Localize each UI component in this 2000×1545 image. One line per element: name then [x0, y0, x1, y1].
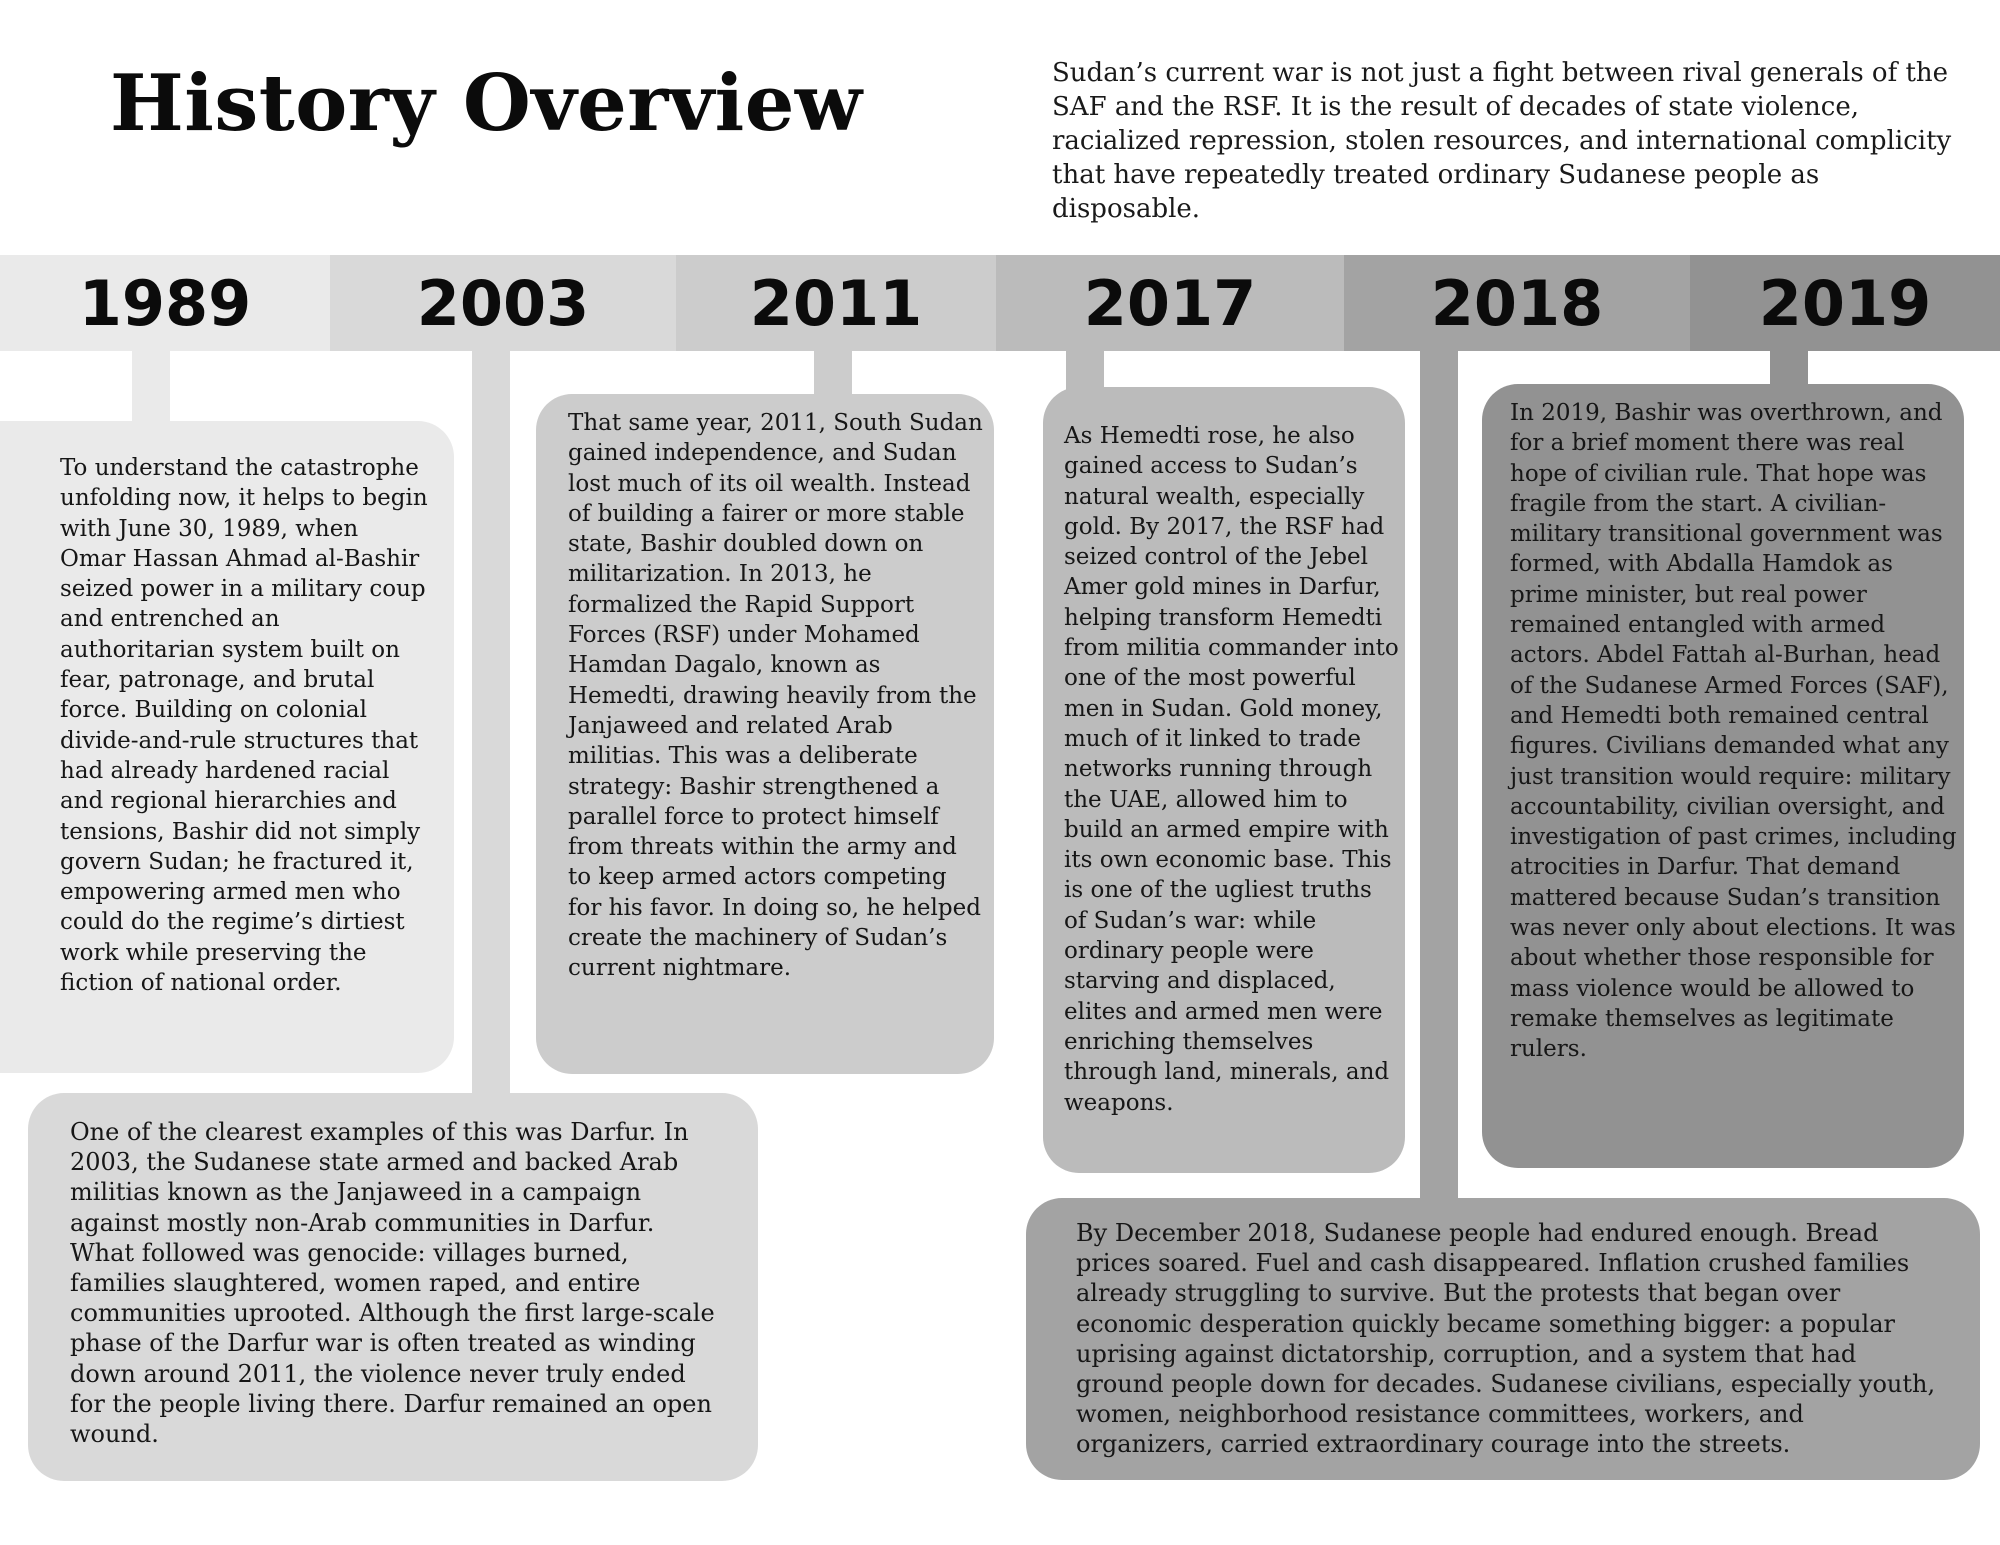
year-label-2003: 2003 — [416, 266, 590, 340]
year-band-2003 — [330, 255, 676, 351]
year-band-2011 — [676, 255, 996, 351]
page-title: History Overview — [110, 58, 863, 149]
year-label-1989: 1989 — [78, 266, 252, 340]
connector-2011 — [814, 351, 852, 397]
entry-card-1989 — [0, 421, 454, 1073]
entry-text-2011: That same year, 2011, South Sudan gained independence, and Sudan lost much of its oil wealth. Instead of building a fairer or more stable state, Bashir doubled down on militarization. In 2013, he formalized the Rapid Support Forces (RSF) under Mohamed Hamdan Dagalo, known as Hemedti, drawing heavily from the Janjaweed and related Arab militias. This was a deliberate strategy: Bashir strengthened a parallel force to protect himself from threats within the army and to keep armed actors competing for his favor. In doing so, he helped create the machinery of Sudan’s current nightmare. — [568, 410, 983, 982]
entry-card-2017 — [1043, 387, 1405, 1173]
year-band-2019 — [1690, 255, 2000, 351]
year-label-2019: 2019 — [1758, 266, 1932, 340]
entry-text-2017: As Hemedti rose, he also gained access to Sudan’s natural wealth, especially gold. By 2017, the RSF had seized control of the Jebel Amer gold mines in Darfur, helping transform Hemedti from militia commander into one of the most powerful men in Sudan. Gold money, much of it linked to trade networks running through the UAE, allowed him to build an armed empire with its own economic base. This is one of the ugliest truths of Sudan’s war: while ordinary people were starving and displaced, elites and armed men were enriching themselves through land, minerals, and weapons. — [1064, 423, 1399, 1116]
year-band-1989 — [0, 255, 330, 351]
entry-text-2018: By December 2018, Sudanese people had endured enough. Bread prices soared. Fuel and cash disappeared. Inflation crushed families already struggling to survive. But the protests that began over economic desperation quickly became something bigger: a popular uprising against dictatorship, corruption, and a system that had ground people down for decades. Sudanese civilians, especially youth, women, neighborhood resistance committees, workers, and organizers, carried extraordinary courage into the streets. — [1076, 1219, 1936, 1459]
entry-text-2003: One of the clearest examples of this was Darfur. In 2003, the Sudanese state armed and backed Arab militias known as the Janjaweed in a campaign against mostly non-Arab communities in Darfur. What followed was genocide: villages burned, families slaughtered, women raped, and entire communities uprooted. Although the first large-scale phase of the Darfur war is often treated as winding down around 2011, the violence never truly ended for the people living there. Darfur remained an open wound. — [70, 1118, 715, 1449]
entry-text-1989: To understand the catastrophe unfolding now, it helps to begin with June 30, 1989, when Omar Hassan Ahmad al-Bashir seized power in a military coup and entrenched an authoritarian system built on fear, patronage, and brutal force. Building on colonial divide-and-rule structures that had already hardened racial and regional hierarchies and tensions, Bashir did not simply govern Sudan; he fractured it, empowering armed men who could do the regime’s dirtiest work while preserving the fiction of national order. — [60, 455, 428, 997]
entry-card-2003 — [28, 1093, 758, 1481]
year-band-2018 — [1344, 255, 1690, 351]
connector-2003 — [472, 351, 510, 1097]
entry-text-2019: In 2019, Bashir was overthrown, and for a brief moment there was real hope of civilian rule. That hope was fragile from the start. A civilian-military transitional government was formed, with Abdalla Hamdok as prime minister, but real power remained entangled with armed actors. Abdel Fattah al-Burhan, head of the Sudanese Armed Forces (SAF), and Hemedti both remained central figures. Civilians demanded what any just transition would require: military accountability, civilian oversight, and investigation of past crimes, including atrocities in Darfur. That demand mattered because Sudan’s transition was never only about elections. It was about whether those responsible for mass violence would be allowed to remake themselves as legitimate rulers. — [1510, 400, 1957, 1063]
entry-card-2019 — [1482, 384, 1964, 1168]
year-label-2018: 2018 — [1430, 266, 1604, 340]
entry-card-2011 — [536, 394, 994, 1074]
year-label-2011: 2011 — [749, 266, 923, 340]
connector-2019 — [1770, 351, 1808, 387]
connector-2017 — [1066, 351, 1104, 391]
connector-2018 — [1420, 351, 1458, 1201]
connector-1989 — [132, 351, 170, 423]
year-band-2017 — [996, 255, 1344, 351]
year-label-2017: 2017 — [1083, 266, 1257, 340]
intro-paragraph: Sudan’s current war is not just a fight between rival generals of the SAF and the RSF. It is the result of decades of state violence, racialized repression, stolen resources, and international complicity that have repeatedly treated ordinary Sudanese people as disposable. — [1052, 58, 1952, 224]
entry-card-2018 — [1026, 1198, 1980, 1480]
